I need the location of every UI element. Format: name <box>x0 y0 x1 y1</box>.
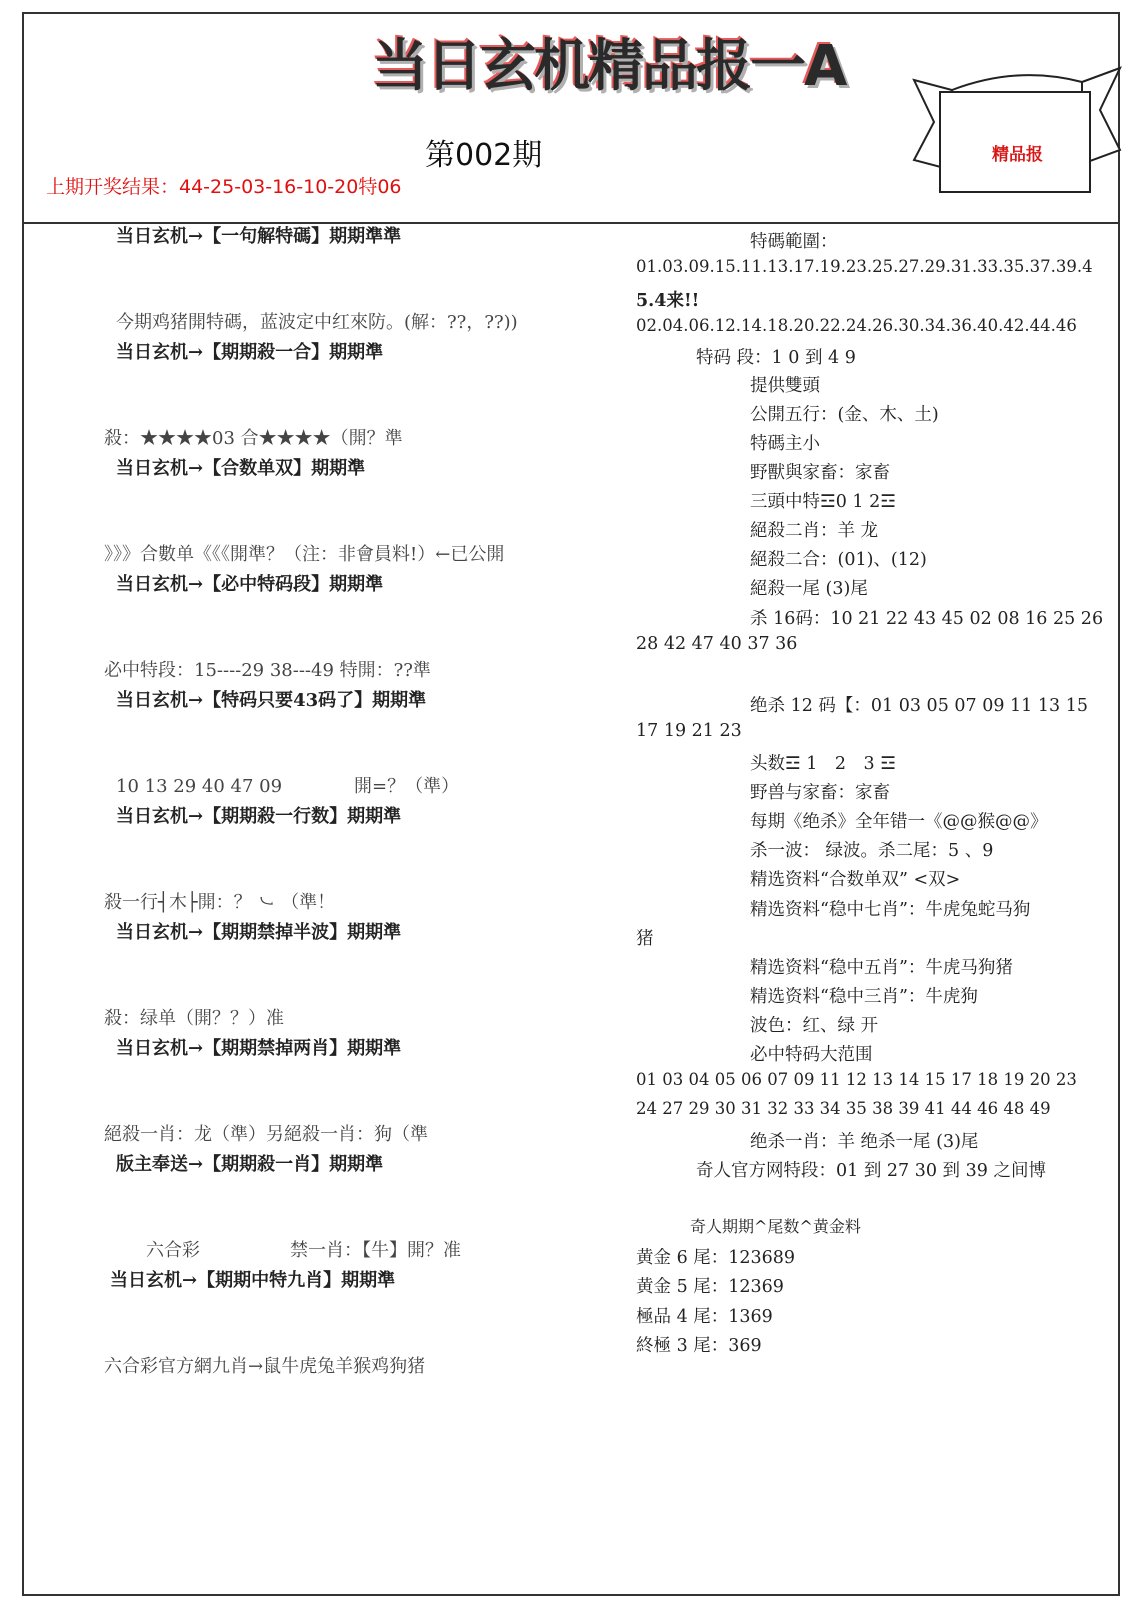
info-line: 精选资料“稳中五肖”：牛虎马狗猪 <box>750 958 1013 978</box>
prediction-line: 10 13 29 40 47 09 開=？（準） <box>116 776 460 797</box>
info-line: 特碼範圍： <box>750 232 838 252</box>
prediction-line: 》》》合數单《《《開準？（注：非會員料!）←已公開 <box>104 544 505 565</box>
section-heading: 当日玄机→【期期中特九肖】期期準 <box>110 1270 396 1291</box>
section-heading: 版主奉送→【期期殺一肖】期期準 <box>116 1154 384 1175</box>
section-heading: 当日玄机→【期期殺一合】期期準 <box>116 342 384 363</box>
info-line: 绝杀一肖：羊 绝杀一尾 (3)尾 <box>750 1132 979 1152</box>
info-line: 28 42 47 40 37 36 <box>636 634 798 654</box>
info-line: 極品 4 尾：1369 <box>636 1307 773 1327</box>
info-line: 02.04.06.12.14.18.20.22.24.26.30.34.36.40.42.44.46 <box>636 316 1077 335</box>
section-heading: 当日玄机→【期期禁掉半波】期期準 <box>116 922 402 943</box>
info-line: 每期《绝杀》全年错一《@@猴@@》 <box>750 812 1048 832</box>
info-line: 特码 段：1 0 到 4 9 <box>696 348 856 368</box>
info-line: 杀一波： 绿波。杀二尾：5 、9 <box>750 841 994 861</box>
last-result: 上期开奖结果：44-25-03-16-10-20特06 <box>46 176 402 198</box>
info-line: 01.03.09.15.11.13.17.19.23.25.27.29.31.33.35.37.39.4 <box>636 257 1093 276</box>
prediction-line: 殺一行┤木├開：？ ㇃ （準！ <box>104 892 336 913</box>
info-line: 奇人官方网特段：01 到 27 30 到 39 之间博 <box>696 1161 1046 1181</box>
prediction-line: 六合彩 禁一肖：【牛】開？准 <box>146 1240 461 1261</box>
info-line: 头数☲ 1 2 3 ☲ <box>750 754 896 774</box>
info-line: 01 03 04 05 06 07 09 11 12 13 14 15 17 18 19 20 23 <box>636 1070 1077 1089</box>
info-line: 17 19 21 23 <box>636 721 742 741</box>
info-line: 精选资料“合数单双” <双> <box>750 870 961 890</box>
info-line: 絕殺二合：(01)、(12) <box>750 550 927 570</box>
info-line: 絕殺一尾 (3)尾 <box>750 579 868 599</box>
info-line: 精选资料“稳中七肖”：牛虎兔蛇马狗 <box>750 900 1031 920</box>
info-line: 奇人期期^尾数^黄金料 <box>690 1217 861 1236</box>
info-line: 野兽与家畜：家畜 <box>750 783 890 803</box>
section-heading: 当日玄机→【一句解特碼】期期準準 <box>116 226 402 247</box>
info-line: 黄金 6 尾：123689 <box>636 1248 796 1268</box>
info-line: 精选资料“稳中三肖”：牛虎狗 <box>750 987 978 1007</box>
info-line: 杀 16码：10 21 22 43 45 02 08 16 25 26 <box>750 609 1104 629</box>
section-heading: 当日玄机→【必中特码段】期期準 <box>116 574 384 595</box>
info-line: 绝杀 12 码【：01 03 05 07 09 11 13 15 <box>750 696 1088 716</box>
section-heading: 当日玄机→【期期禁掉两肖】期期準 <box>116 1038 402 1059</box>
page-title: 当日玄机精品报一A <box>372 34 846 99</box>
prediction-line: 必中特段：15----29 38---49 特開：??準 <box>104 660 431 681</box>
section-heading: 当日玄机→【期期殺一行数】期期準 <box>116 806 402 827</box>
info-line: 公開五行：(金、木、土) <box>750 405 939 425</box>
prediction-line: 今期鸡猪開特碼，蓝波定中红來防。(解：??，??)) <box>116 312 518 333</box>
info-line: 特碼主小 <box>750 434 820 454</box>
info-line: 猪 <box>636 929 654 949</box>
info-line: 5.4来!! <box>636 291 700 311</box>
info-line: 必中特码大范围 <box>750 1045 873 1065</box>
info-line: 終極 3 尾：369 <box>636 1336 762 1356</box>
info-line: 絕殺二肖：羊 龙 <box>750 521 879 541</box>
info-line: 波色：红、绿 开 <box>750 1016 879 1036</box>
info-line: 24 27 29 30 31 32 33 34 35 38 39 41 44 46 48 49 <box>636 1099 1051 1118</box>
section-heading: 当日玄机→【特码只要43码了】期期準 <box>116 690 427 711</box>
section-heading: 当日玄机→【合数单双】期期準 <box>116 458 366 479</box>
issue-number: 第002期 <box>425 138 543 173</box>
badge-label: 精品报 <box>992 145 1043 165</box>
prediction-line: 殺：绿单（開？？）准 <box>104 1008 284 1029</box>
info-line: 野獸與家畜：家畜 <box>750 463 890 483</box>
info-line: 提供雙頭 <box>750 376 820 396</box>
info-line: 黄金 5 尾：12369 <box>636 1277 784 1297</box>
prediction-line: 六合彩官方網九肖→鼠牛虎兔羊猴鸡狗猪 <box>104 1356 426 1377</box>
info-line: 三頭中特☲0 1 2☲ <box>750 492 896 512</box>
prediction-line: 殺：★★★★03 合★★★★（開？準 <box>104 428 403 449</box>
ribbon-badge-icon <box>912 60 1122 210</box>
prediction-line: 絕殺一肖：龙（準）另絕殺一肖：狗（準 <box>104 1124 428 1145</box>
